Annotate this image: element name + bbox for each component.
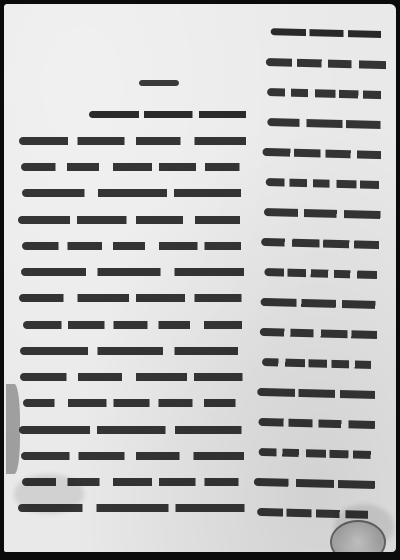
margin-note-line — [259, 448, 377, 459]
main-text-line — [19, 294, 253, 302]
header-mark — [139, 80, 179, 86]
main-text-line — [23, 399, 249, 407]
margin-note-line — [254, 478, 380, 489]
margin-note-line — [271, 28, 387, 38]
margin-note-line — [261, 298, 383, 309]
main-text-line — [21, 452, 251, 460]
main-text-line — [18, 216, 254, 224]
main-text-line — [21, 163, 251, 171]
main-text-line — [22, 478, 250, 486]
margin-note-line — [262, 358, 378, 369]
main-text-block — [18, 104, 254, 524]
main-text-line — [20, 347, 252, 355]
main-text-line — [23, 321, 249, 329]
margin-note-line — [266, 178, 384, 189]
margin-note-line — [258, 418, 378, 429]
margin-note-block — [253, 20, 392, 533]
main-text-line — [21, 268, 251, 276]
margin-note-line — [261, 238, 385, 249]
main-text-line — [89, 111, 254, 118]
main-text-line — [22, 242, 250, 250]
margin-note-line — [267, 118, 385, 129]
margin-note-line — [266, 58, 390, 69]
margin-note-line — [264, 208, 384, 219]
main-text-line — [19, 137, 253, 145]
margin-note-line — [264, 268, 380, 279]
main-text-line — [19, 426, 253, 434]
manuscript-page — [4, 4, 396, 552]
margin-note-line — [260, 328, 382, 339]
margin-note-line — [262, 148, 388, 159]
margin-note-line — [257, 508, 375, 519]
main-text-line — [20, 373, 252, 381]
margin-note-line — [257, 388, 381, 399]
main-text-line — [18, 504, 254, 512]
main-text-line — [22, 189, 250, 197]
margin-note-line — [267, 88, 387, 99]
